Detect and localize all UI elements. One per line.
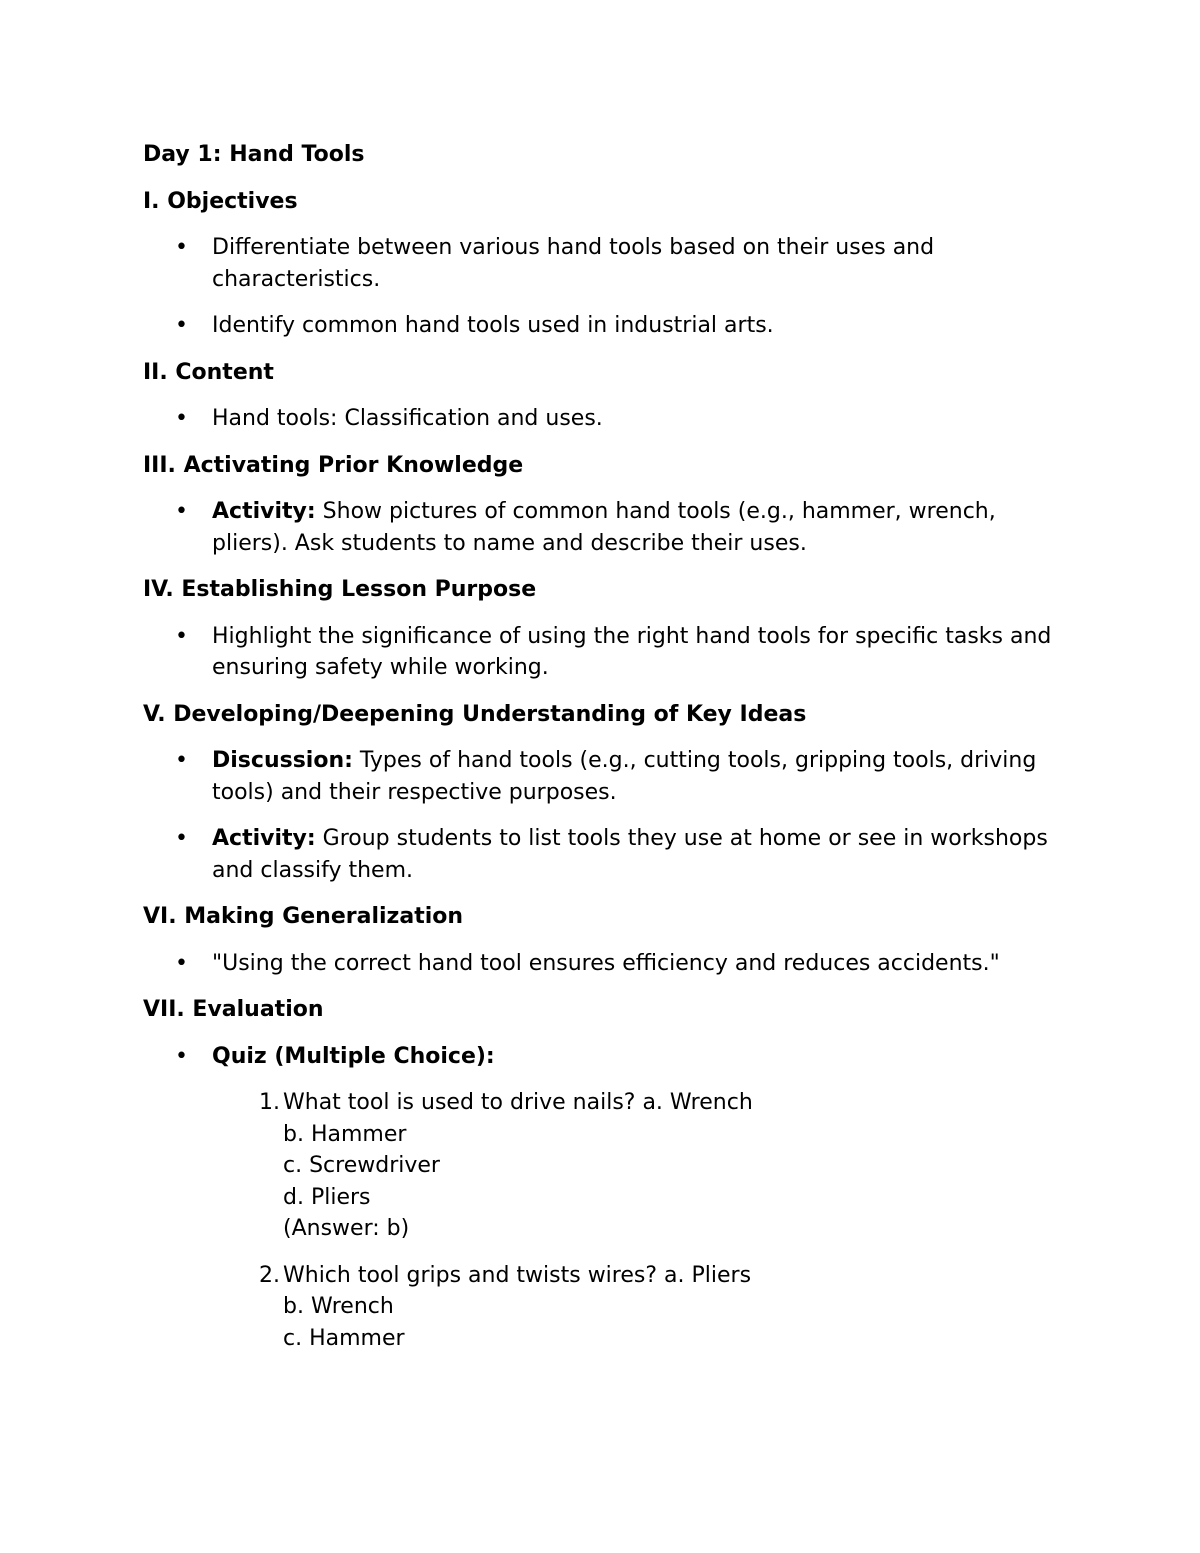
question-answer: (Answer: b) [283, 1216, 410, 1241]
document-title: Day 1: Hand Tools [143, 142, 365, 167]
bullet-icon: • [175, 748, 188, 773]
bullet-icon: • [175, 826, 188, 851]
list-item [143, 310, 1073, 342]
lesson-purpose-list [143, 621, 1073, 684]
question-number: 1. [259, 1090, 280, 1115]
list-item-label: Discussion: [212, 748, 353, 773]
question-option: c. Hammer [283, 1325, 405, 1351]
bullet-icon: • [175, 235, 188, 260]
section-heading-content: II. Content [143, 359, 274, 385]
question-option: b. Wrench [283, 1294, 394, 1319]
content-list [143, 403, 1073, 435]
generalization-list [143, 948, 1073, 980]
list-item [143, 823, 1073, 886]
quiz-label: Quiz (Multiple Choice): [212, 1043, 495, 1069]
bullet-icon: • [175, 406, 188, 431]
question-text: What tool is used to drive nails? a. Wrench [283, 1090, 753, 1115]
question-text: Which tool grips and twists wires? a. Pliers [283, 1262, 752, 1288]
list-item-text: Types of hand tools (e.g., cutting tools, gripping tools, driving tools) and their respective purposes. [212, 748, 1037, 805]
prior-knowledge-list [143, 496, 1073, 559]
section-heading-evaluation: VII. Evaluation [143, 997, 324, 1022]
list-item-text: Differentiate between various hand tools based on their uses and characteristics. [212, 235, 935, 292]
evaluation-list [143, 1041, 1073, 1355]
quiz-question [212, 1260, 1073, 1355]
list-item-text: Identify common hand tools used in industrial arts. [212, 313, 774, 338]
quiz-questions [212, 1087, 1073, 1354]
question-number: 2. [259, 1262, 280, 1288]
section-heading-key-ideas: V. Developing/Deepening Understanding of Key Ideas [143, 701, 807, 727]
bullet-icon: • [175, 313, 188, 338]
document-page [143, 139, 1073, 1369]
list-item [143, 403, 1073, 435]
bullet-icon: • [175, 623, 188, 649]
question-option: c. Screwdriver [283, 1153, 440, 1178]
key-ideas-list [143, 745, 1073, 886]
list-item-text: Group students to list tools they use at home or see in workshops and classify them. [212, 826, 1048, 883]
list-item-text: "Using the correct hand tool ensures efficiency and reduces accidents." [212, 950, 1000, 976]
section-heading-objectives: I. Objectives [143, 188, 298, 214]
bullet-icon: • [175, 1043, 188, 1069]
question-option: d. Pliers [283, 1184, 371, 1210]
section-heading-generalization: VI. Making Generalization [143, 904, 464, 929]
bullet-icon: • [175, 499, 188, 524]
list-item [143, 621, 1073, 684]
section-heading-lesson-purpose: IV. Establishing Lesson Purpose [143, 577, 537, 602]
list-item [143, 745, 1073, 808]
list-item [143, 232, 1073, 295]
list-item-label: Activity: [212, 826, 316, 851]
list-item [143, 1041, 1073, 1355]
bullet-icon: • [175, 950, 188, 976]
list-item-text: Hand tools: Classification and uses. [212, 406, 603, 431]
list-item-label: Activity: [212, 499, 316, 524]
question-option: b. Hammer [283, 1121, 407, 1147]
list-item-text: Show pictures of common hand tools (e.g., hammer, wrench, pliers). Ask students to name and describe their uses. [212, 499, 996, 556]
list-item [143, 948, 1073, 980]
list-item-text: Highlight the significance of using the right hand tools for specific tasks and ensuring safety while working. [212, 623, 1052, 680]
quiz-question [212, 1087, 1073, 1245]
list-item [143, 496, 1073, 559]
section-heading-prior-knowledge: III. Activating Prior Knowledge [143, 452, 524, 478]
objectives-list [143, 232, 1073, 342]
